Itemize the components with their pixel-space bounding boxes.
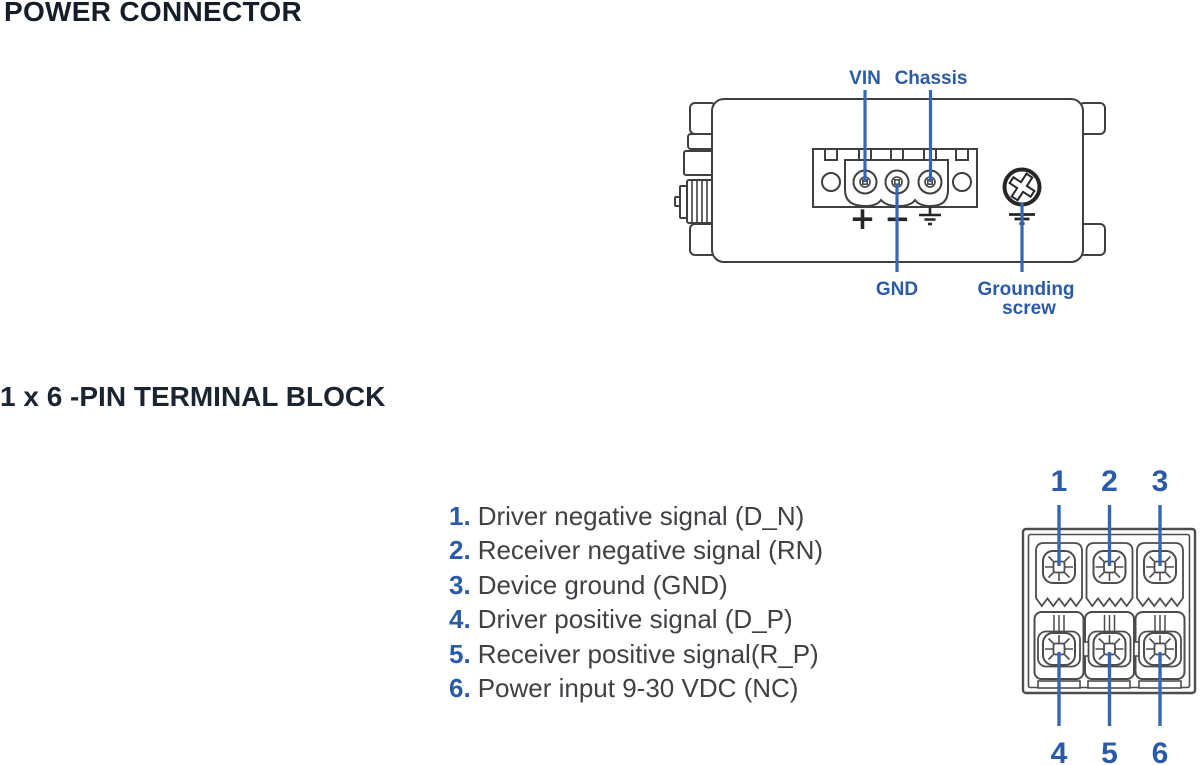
- grounding-screw-label-line2: screw: [1002, 298, 1056, 319]
- gnd-label: GND: [875, 279, 919, 300]
- vin-label: VIN: [849, 68, 881, 89]
- list-item: [449, 533, 823, 567]
- pin-text: Driver positive signal (D_P): [477, 604, 793, 635]
- list-item: [449, 602, 823, 636]
- power-connector-diagram: [660, 55, 1110, 320]
- antenna-connector-icon: [675, 134, 716, 223]
- power-connector-heading: POWER CONNECTOR: [4, 0, 302, 27]
- pin-text: Receiver positive signal(R_P): [477, 638, 819, 669]
- pin-number-label-1: 1: [1050, 465, 1068, 498]
- pin-number: 2.: [449, 535, 471, 566]
- pin-number: 4.: [449, 604, 471, 635]
- list-item: [449, 671, 823, 705]
- pin-text: Power input 9-30 VDC (NC): [477, 672, 799, 703]
- pin-number-label-6: 6: [1151, 737, 1169, 765]
- pin-number-label-5: 5: [1101, 737, 1118, 765]
- pin-number-label-2: 2: [1101, 465, 1118, 498]
- chassis-label: Chassis: [894, 68, 968, 89]
- pin-number: 3.: [449, 569, 471, 600]
- pin-number: 1.: [449, 501, 471, 531]
- pin-number: 5.: [449, 638, 471, 669]
- list-item: [449, 568, 823, 602]
- grounding-screw-label-line1: Grounding: [977, 279, 1075, 300]
- pin-number-label-4: 4: [1050, 737, 1068, 765]
- pin-number-label-3: 3: [1151, 465, 1169, 498]
- terminal-block-heading: 1 x 6 -PIN TERMINAL BLOCK: [0, 381, 386, 412]
- terminal-block-diagram: [1005, 455, 1200, 765]
- minus-symbol: −: [884, 201, 911, 237]
- pin-text: Receiver negative signal (RN): [477, 535, 824, 566]
- plus-symbol: +: [849, 201, 876, 237]
- pin-text: Device ground (GND): [477, 569, 728, 600]
- pin-description-list: [449, 499, 823, 705]
- power-terminal-3pin: [813, 149, 977, 207]
- list-item: [449, 499, 823, 533]
- list-item: [449, 637, 823, 671]
- pin-text: Driver negative signal (D_N): [477, 501, 805, 531]
- pin-number: 6.: [449, 672, 471, 703]
